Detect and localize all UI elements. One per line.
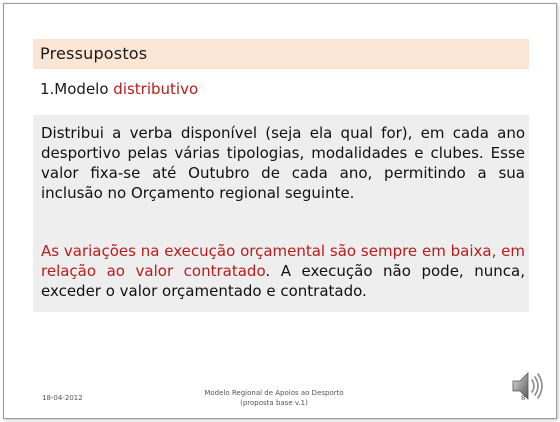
footer-subtitle: (proposta base v.1) [240,399,308,407]
subtitle-accent: distributivo [113,80,199,98]
paragraph-highlight: As variações na execução orçamental são sempre em baixa, em relação ao valor contratado [41,242,525,280]
presentation-slide [3,3,557,419]
footer-center [194,388,354,408]
paragraph-description: Distribui a verba disponível (seja ela qual for), em cada ano desportivo pelas várias tipologias, modalidades e clubes. Esse valor fixa-se até Outubro de cada ano, permitindo a sua inclusão no Orçamento regional seguinte. [41,124,525,202]
footer-date: 18-04-2012 [42,394,83,402]
title-bar [33,39,529,69]
footer-page-number: 8 [521,394,526,402]
paragraph-rest: . A execução não pode, nunca, exceder o valor orçamentado e contratado. [41,262,525,300]
slide-subtitle [40,80,198,98]
paragraph-execution [41,241,525,301]
subtitle-prefix: 1.Modelo [40,80,114,98]
slide-title: Pressupostos [40,44,148,63]
footer-title: Modelo Regional de Apoios ao Desporto [204,389,344,397]
speaker-icon[interactable] [509,368,545,404]
content-box [33,115,529,312]
